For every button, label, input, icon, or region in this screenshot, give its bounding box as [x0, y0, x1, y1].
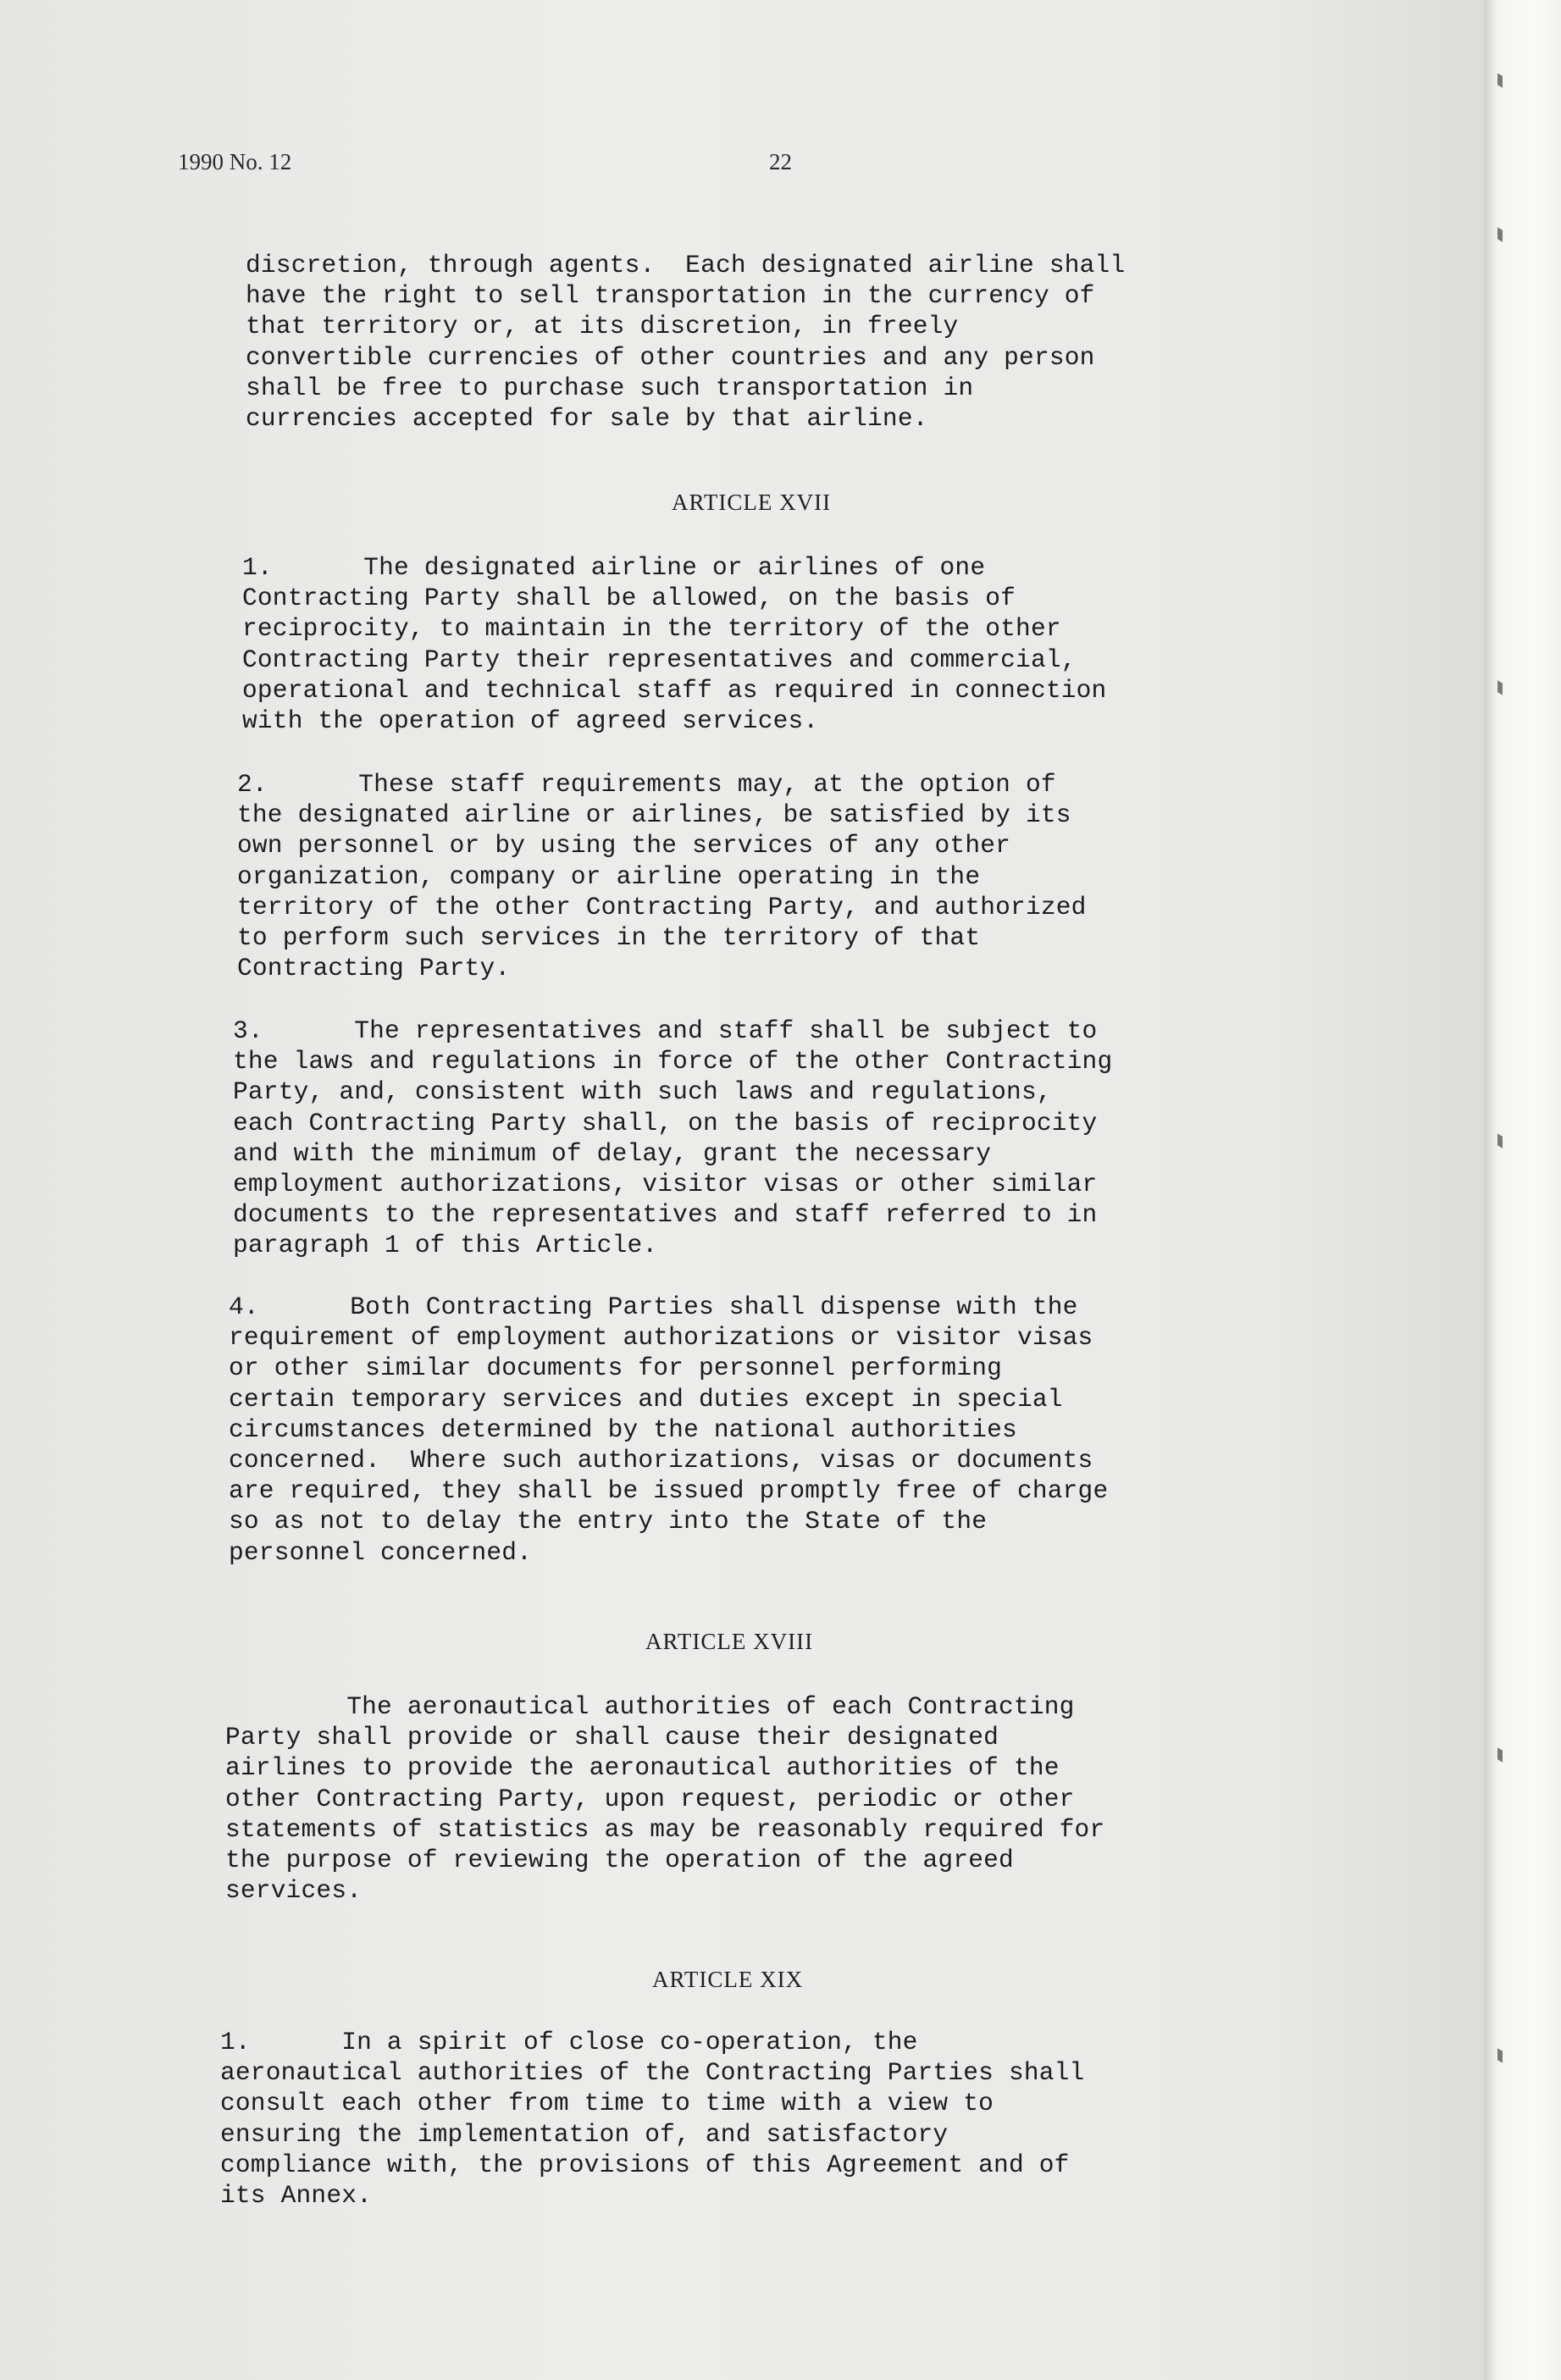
text-line: reciprocity, to maintain in the territory of the other	[242, 614, 1061, 644]
text-line: Party, and, consistent with such laws and regulations,	[233, 1077, 1052, 1107]
text-line: currencies accepted for sale by that airline.	[246, 403, 928, 433]
text-line: the designated airline or airlines, be satisfied by its	[237, 800, 1071, 830]
text-line: compliance with, the provisions of this Agreement and of	[220, 2150, 1070, 2179]
text-line: Contracting Party their representatives and commercial,	[242, 645, 1077, 674]
text-line: the laws and regulations in force of the other Contracting	[233, 1047, 1113, 1077]
text-line: 1. In a spirit of close co-operation, the	[220, 2028, 918, 2056]
text-line: Contracting Party.	[237, 954, 511, 983]
text-line: each Contracting Party shall, on the basis of reciprocity	[233, 1108, 1098, 1137]
text-line: paragraph 1 of this Article.	[233, 1231, 658, 1260]
binding-mark	[1497, 227, 1503, 241]
text-line: so as not to delay the entry into the State of the	[229, 1507, 988, 1536]
article-19-paragraph-1	[220, 2027, 1084, 2211]
page-edge-shadow	[1484, 0, 1561, 2380]
text-line: 2. These staff requirements may, at the option of	[237, 770, 1056, 799]
binding-mark	[1497, 680, 1503, 695]
text-line: or other similar documents for personnel performing	[229, 1353, 1003, 1383]
text-line: statements of statistics as may be reasonably required for	[225, 1814, 1105, 1844]
text-line: other Contracting Party, upon request, periodic or other	[225, 1784, 1075, 1813]
text-line: convertible currencies of other countries and any person	[246, 342, 1095, 372]
text-line: ensuring the implementation of, and satisfactory	[220, 2119, 949, 2149]
text-line: 4. Both Contracting Parties shall dispense with the	[229, 1292, 1078, 1321]
text-line: with the operation of agreed services.	[242, 706, 819, 735]
text-line: have the right to sell transportation in the currency of	[246, 281, 1095, 311]
text-line: The aeronautical authorities of each Contracting	[225, 1692, 1075, 1721]
text-line: own personnel or by using the services of any other	[237, 831, 1011, 861]
text-line: its Annex.	[220, 2180, 373, 2210]
article-17-paragraph-3	[233, 1016, 1112, 1261]
text-line: 3. The representatives and staff shall be subject to	[233, 1016, 1098, 1045]
text-line: employment authorizations, visitor visas or other similar	[233, 1169, 1098, 1198]
article-18-heading: ARTICLE XVIII	[645, 1629, 814, 1654]
text-line: aeronautical authorities of the Contracting Parties shall	[220, 2058, 1085, 2088]
article-17-paragraph-1	[242, 552, 1106, 736]
text-line: shall be free to purchase such transportation in	[246, 373, 974, 402]
article-19-heading: ARTICLE XIX	[652, 1967, 804, 1992]
text-line: territory of the other Contracting Party, and authorized	[237, 892, 1087, 922]
text-line: 1. The designated airline or airlines of one	[242, 553, 986, 582]
binding-mark	[1497, 2048, 1503, 2062]
text-line: to perform such services in the territory of that	[237, 922, 981, 952]
text-line: services.	[225, 1876, 363, 1906]
text-line: circumstances determined by the national authorities	[229, 1414, 1017, 1444]
text-line: and with the minimum of delay, grant the necessary	[233, 1138, 992, 1168]
article-17-paragraph-4	[229, 1292, 1108, 1568]
text-line: Party shall provide or shall cause their designated	[225, 1723, 999, 1752]
text-line: requirement of employment authorizations or visitor visas	[229, 1323, 1093, 1353]
opening-paragraph	[246, 250, 1125, 434]
page-number: 22	[769, 149, 792, 174]
text-line: are required, they shall be issued promptly free of charge	[229, 1476, 1109, 1506]
text-line: that territory or, at its discretion, in freely	[246, 312, 959, 341]
text-line: concerned. Where such authorizations, visas or documents	[229, 1445, 1093, 1475]
text-line: certain temporary services and duties except in special	[229, 1384, 1063, 1414]
binding-mark	[1497, 1747, 1503, 1762]
text-line: operational and technical staff as required in connection	[242, 675, 1107, 705]
text-line: discretion, through agents. Each designated airline shall	[246, 251, 1126, 280]
article-18-paragraph	[225, 1691, 1104, 1906]
text-line: organization, company or airline operating in the	[237, 861, 981, 891]
text-line: consult each other from time to time with a view to	[220, 2089, 994, 2118]
text-line: personnel concerned.	[229, 1537, 533, 1567]
binding-mark	[1497, 1133, 1503, 1148]
text-line: documents to the representatives and staff referred to in	[233, 1200, 1098, 1230]
article-17-heading: ARTICLE XVII	[672, 490, 832, 515]
text-line: Contracting Party shall be allowed, on the basis of	[242, 584, 1016, 613]
document-reference: 1990 No. 12	[178, 149, 292, 174]
text-line: the purpose of reviewing the operation of the agreed	[225, 1845, 1014, 1874]
article-17-paragraph-2	[237, 769, 1087, 983]
binding-mark	[1497, 73, 1503, 87]
text-line: airlines to provide the aeronautical authorities of the	[225, 1753, 1060, 1783]
